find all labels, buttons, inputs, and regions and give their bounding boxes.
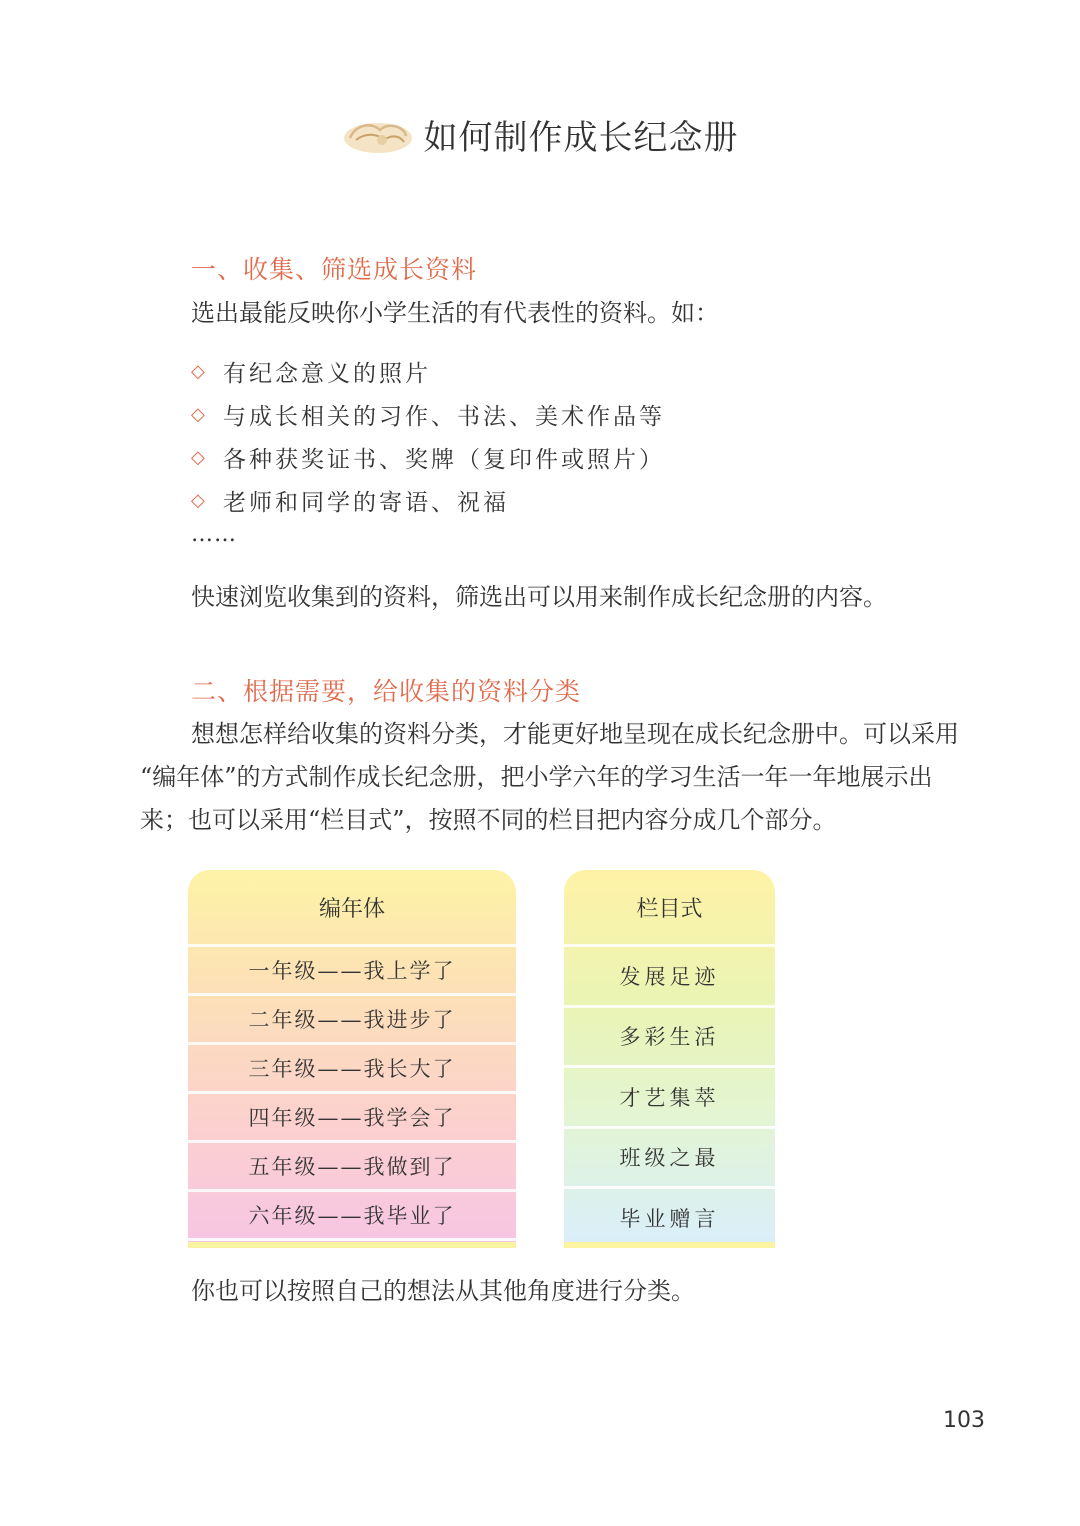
card-bottom-band	[188, 1242, 516, 1248]
title-bar	[0, 110, 1080, 159]
page-number: 103	[943, 1408, 985, 1433]
chronological-card-header: 编年体	[188, 870, 516, 947]
list-item	[191, 393, 665, 436]
chronological-row: 二年级——我进步了	[188, 996, 516, 1045]
column-card	[564, 870, 775, 1248]
diamond-bullet-icon: ◇	[191, 447, 205, 468]
section1-heading: 一、收集、筛选成长资料	[191, 255, 478, 284]
column-row: 才艺集萃	[564, 1068, 775, 1129]
chronological-row: 六年级——我毕业了	[188, 1192, 516, 1241]
section2-closing: 你也可以按照自己的想法从其他角度进行分类。	[191, 1277, 695, 1305]
cloud-ornament-icon	[342, 114, 414, 156]
chronological-row: 四年级——我学会了	[188, 1094, 516, 1143]
section1-intro: 选出最能反映你小学生活的有代表性的资料。如：	[191, 299, 719, 327]
card-bottom-band	[564, 1242, 775, 1248]
material-list	[191, 350, 665, 522]
column-row: 发展足迹	[564, 947, 775, 1008]
column-row: 毕业赠言	[564, 1189, 775, 1248]
section1-conclusion: 快速浏览收集到的资料，筛选出可以用来制作成长纪念册的内容。	[191, 583, 887, 611]
section2-paragraph-line-3: 来；也可以采用“栏目式”，按照不同的栏目把内容分成几个部分。	[140, 806, 837, 834]
chronological-row: 三年级——我长大了	[188, 1045, 516, 1094]
list-item-text: 有纪念意义的照片	[223, 361, 431, 387]
chronological-row: 一年级——我上学了	[188, 947, 516, 996]
section2-heading: 二、根据需要，给收集的资料分类	[191, 677, 582, 706]
section2-paragraph-line-2: “编年体”的方式制作成长纪念册，把小学六年的学习生活一年一年地展示出	[140, 763, 933, 791]
chronological-card	[188, 870, 516, 1248]
diamond-bullet-icon: ◇	[191, 404, 205, 425]
list-item	[191, 436, 665, 479]
list-item-text: 各种获奖证书、奖牌（复印件或照片）	[223, 447, 665, 473]
list-item-text: 与成长相关的习作、书法、美术作品等	[223, 404, 665, 430]
chronological-row: 五年级——我做到了	[188, 1143, 516, 1192]
diamond-bullet-icon: ◇	[191, 361, 205, 382]
list-item	[191, 350, 665, 393]
column-row: 多彩生活	[564, 1008, 775, 1069]
column-row: 班级之最	[564, 1129, 775, 1190]
list-item-text: 老师和同学的寄语、祝福	[223, 490, 509, 516]
column-card-header: 栏目式	[564, 870, 775, 947]
list-item	[191, 479, 665, 522]
page-title: 如何制作成长纪念册	[423, 118, 739, 158]
list-ellipsis: ……	[191, 522, 237, 547]
section2-paragraph-line-1: 想想怎样给收集的资料分类，才能更好地呈现在成长纪念册中。可以采用	[191, 720, 959, 748]
diamond-bullet-icon: ◇	[191, 490, 205, 511]
